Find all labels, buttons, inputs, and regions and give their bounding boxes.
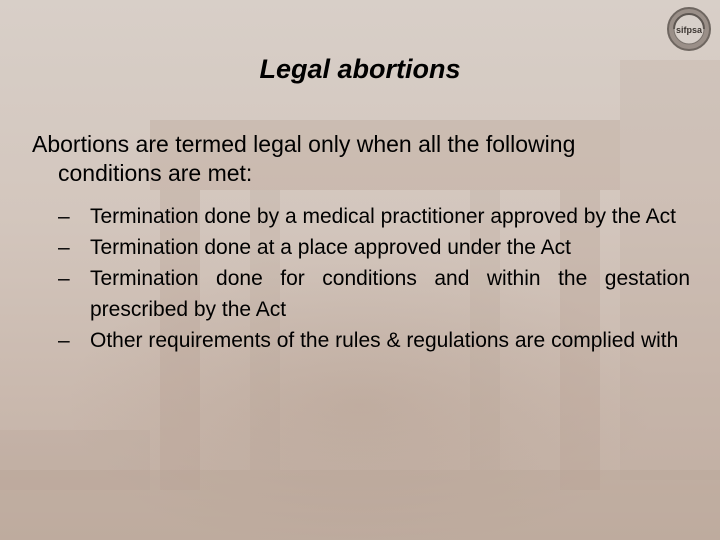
list-item-text: Termination done by a medical practitioner approved by the Act	[90, 205, 677, 228]
conditions-list	[58, 201, 690, 356]
bullet-dash: –	[58, 267, 70, 290]
bullet-dash: –	[58, 329, 70, 352]
sifpsa-logo-icon	[666, 6, 712, 52]
list-item	[58, 325, 690, 356]
bullet-dash: –	[58, 236, 70, 259]
list-item	[58, 232, 690, 263]
list-item	[58, 201, 690, 232]
intro-paragraph	[32, 130, 692, 188]
slide-title	[0, 52, 720, 86]
list-item	[58, 263, 690, 325]
intro-continuation: conditions are met:	[58, 160, 253, 186]
list-item-text: Termination done at a place approved under the Act	[90, 236, 571, 259]
list-item-text: Termination done for conditions and within the gestation prescribed by the Act	[90, 267, 690, 321]
bullet-dash: –	[58, 205, 70, 228]
slide-title-text: Legal abortions	[259, 54, 461, 84]
list-item-text: Other requirements of the rules & regulations are complied with	[90, 329, 679, 352]
svg-text:sifpsa: sifpsa	[675, 25, 703, 35]
intro-line: Abortions are termed legal only when all the following	[32, 131, 576, 157]
